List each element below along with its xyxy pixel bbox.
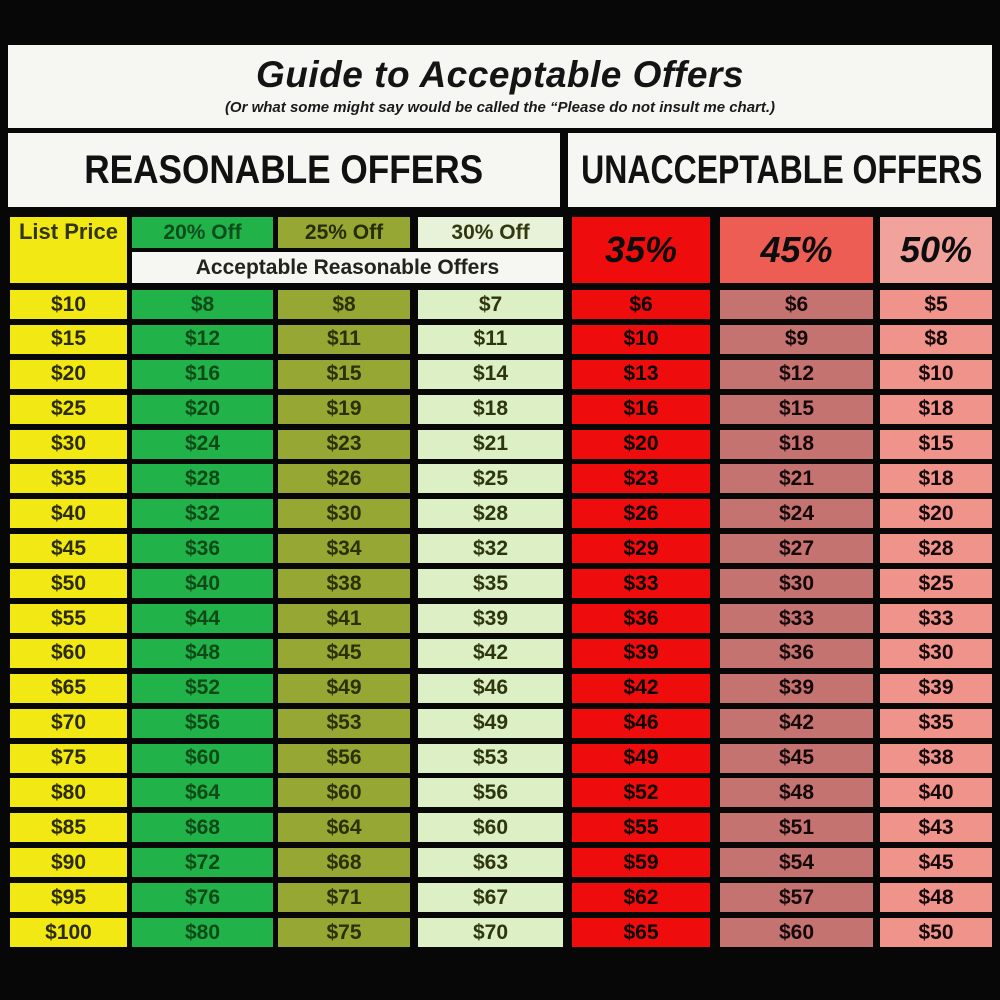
offer-25-off-cell: $15: [278, 360, 410, 389]
offer-35-pct-cell: $6: [572, 290, 710, 319]
column-header-45-pct: 45%: [720, 217, 873, 283]
offer-20-off-cell: $48: [132, 639, 273, 668]
offer-30-off-cell: $56: [418, 778, 563, 807]
offer-20-off-cell: $68: [132, 813, 273, 842]
offer-20-off-cell: $16: [132, 360, 273, 389]
table-row: [10, 290, 992, 319]
table-row: [10, 639, 992, 668]
table-row: [10, 813, 992, 842]
list-price-cell: $55: [10, 604, 127, 633]
offer-20-off-cell: $40: [132, 569, 273, 598]
offer-50-pct-cell: $18: [880, 464, 992, 493]
offer-25-off-cell: $23: [278, 430, 410, 459]
offer-50-pct-cell: $5: [880, 290, 992, 319]
offer-20-off-cell: $44: [132, 604, 273, 633]
offer-30-off-cell: $46: [418, 674, 563, 703]
offer-25-off-cell: $53: [278, 709, 410, 738]
offer-20-off-cell: $60: [132, 744, 273, 773]
table-row: [10, 883, 992, 912]
offer-45-pct-cell: $18: [720, 430, 873, 459]
table-row: [10, 604, 992, 633]
offer-30-off-cell: $7: [418, 290, 563, 319]
offer-45-pct-cell: $54: [720, 848, 873, 877]
table-row: [10, 918, 992, 947]
offer-20-off-cell: $76: [132, 883, 273, 912]
list-price-column-header: List Price: [10, 217, 127, 283]
table-row: [10, 534, 992, 563]
page-subtitle: (Or what some might say would be called the “Please do not insult me chart.): [224, 99, 776, 116]
table-row: [10, 569, 992, 598]
offer-25-off-cell: $38: [278, 569, 410, 598]
offer-30-off-cell: $60: [418, 813, 563, 842]
title-panel: [8, 45, 992, 128]
offer-25-off-cell: $34: [278, 534, 410, 563]
offer-45-pct-cell: $6: [720, 290, 873, 319]
list-price-cell: $35: [10, 464, 127, 493]
table-row: [10, 848, 992, 877]
offer-35-pct-cell: $33: [572, 569, 710, 598]
column-header-30-off: 30% Off: [418, 217, 563, 248]
list-price-cell: $65: [10, 674, 127, 703]
column-header-20-off: 20% Off: [132, 217, 273, 248]
offer-35-pct-cell: $55: [572, 813, 710, 842]
offer-20-off-cell: $8: [132, 290, 273, 319]
offer-50-pct-cell: $50: [880, 918, 992, 947]
offer-20-off-cell: $28: [132, 464, 273, 493]
offer-20-off-cell: $36: [132, 534, 273, 563]
offer-20-off-cell: $56: [132, 709, 273, 738]
offer-50-pct-cell: $35: [880, 709, 992, 738]
offer-30-off-cell: $21: [418, 430, 563, 459]
offer-30-off-cell: $49: [418, 709, 563, 738]
offer-50-pct-cell: $15: [880, 430, 992, 459]
offer-25-off-cell: $68: [278, 848, 410, 877]
offer-50-pct-cell: $39: [880, 674, 992, 703]
offer-35-pct-cell: $16: [572, 395, 710, 424]
offer-35-pct-cell: $36: [572, 604, 710, 633]
offer-25-off-cell: $71: [278, 883, 410, 912]
list-price-cell: $85: [10, 813, 127, 842]
offer-25-off-cell: $19: [278, 395, 410, 424]
offer-45-pct-cell: $51: [720, 813, 873, 842]
offer-45-pct-cell: $24: [720, 499, 873, 528]
offer-45-pct-cell: $21: [720, 464, 873, 493]
offer-45-pct-cell: $30: [720, 569, 873, 598]
list-price-cell: $30: [10, 430, 127, 459]
offer-35-pct-cell: $26: [572, 499, 710, 528]
offer-25-off-cell: $11: [278, 325, 410, 354]
list-price-cell: $90: [10, 848, 127, 877]
offer-45-pct-cell: $42: [720, 709, 873, 738]
offer-25-off-cell: $75: [278, 918, 410, 947]
reasonable-headers-row: [132, 217, 563, 248]
offer-20-off-cell: $52: [132, 674, 273, 703]
list-price-cell: $20: [10, 360, 127, 389]
offer-50-pct-cell: $45: [880, 848, 992, 877]
offer-50-pct-cell: $43: [880, 813, 992, 842]
offer-35-pct-cell: $42: [572, 674, 710, 703]
acceptable-reasonable-offers-band: Acceptable Reasonable Offers: [132, 252, 563, 283]
offer-20-off-cell: $12: [132, 325, 273, 354]
offer-45-pct-cell: $33: [720, 604, 873, 633]
reasonable-columns-group: [132, 217, 563, 283]
list-price-cell: $40: [10, 499, 127, 528]
list-price-cell: $50: [10, 569, 127, 598]
offer-45-pct-cell: $27: [720, 534, 873, 563]
offer-30-off-cell: $32: [418, 534, 563, 563]
offer-50-pct-cell: $40: [880, 778, 992, 807]
offer-45-pct-cell: $39: [720, 674, 873, 703]
offer-30-off-cell: $67: [418, 883, 563, 912]
offer-25-off-cell: $26: [278, 464, 410, 493]
offer-25-off-cell: $8: [278, 290, 410, 319]
offer-50-pct-cell: $48: [880, 883, 992, 912]
list-price-cell: $25: [10, 395, 127, 424]
offer-45-pct-cell: $9: [720, 325, 873, 354]
offer-50-pct-cell: $38: [880, 744, 992, 773]
column-header-35-pct: 35%: [572, 217, 710, 283]
list-price-cell: $75: [10, 744, 127, 773]
list-price-cell: $45: [10, 534, 127, 563]
column-header-25-off: 25% Off: [278, 217, 410, 248]
offer-35-pct-cell: $39: [572, 639, 710, 668]
offer-35-pct-cell: $20: [572, 430, 710, 459]
offer-45-pct-cell: $45: [720, 744, 873, 773]
offer-25-off-cell: $64: [278, 813, 410, 842]
offer-35-pct-cell: $29: [572, 534, 710, 563]
table-row: [10, 744, 992, 773]
list-price-cell: $95: [10, 883, 127, 912]
offer-45-pct-cell: $60: [720, 918, 873, 947]
offer-50-pct-cell: $20: [880, 499, 992, 528]
offer-50-pct-cell: $10: [880, 360, 992, 389]
section-unacceptable-offers: [568, 133, 996, 207]
offer-20-off-cell: $20: [132, 395, 273, 424]
offer-30-off-cell: $70: [418, 918, 563, 947]
reasonable-offers-label: REASONABLE OFFERS: [84, 147, 484, 192]
offer-50-pct-cell: $8: [880, 325, 992, 354]
offer-25-off-cell: $45: [278, 639, 410, 668]
offer-30-off-cell: $35: [418, 569, 563, 598]
offer-45-pct-cell: $12: [720, 360, 873, 389]
list-price-cell: $15: [10, 325, 127, 354]
offer-45-pct-cell: $57: [720, 883, 873, 912]
offers-table-body: [10, 290, 992, 953]
offer-30-off-cell: $11: [418, 325, 563, 354]
offer-25-off-cell: $30: [278, 499, 410, 528]
offer-35-pct-cell: $10: [572, 325, 710, 354]
offer-35-pct-cell: $52: [572, 778, 710, 807]
offer-30-off-cell: $14: [418, 360, 563, 389]
list-price-cell: $10: [10, 290, 127, 319]
offer-30-off-cell: $25: [418, 464, 563, 493]
list-price-cell: $100: [10, 918, 127, 947]
offer-20-off-cell: $24: [132, 430, 273, 459]
table-header: [10, 217, 992, 283]
table-row: [10, 778, 992, 807]
table-row: [10, 709, 992, 738]
offer-35-pct-cell: $46: [572, 709, 710, 738]
table-row: [10, 464, 992, 493]
offer-30-off-cell: $42: [418, 639, 563, 668]
table-row: [10, 430, 992, 459]
table-row: [10, 360, 992, 389]
offer-50-pct-cell: $30: [880, 639, 992, 668]
offer-45-pct-cell: $48: [720, 778, 873, 807]
offer-50-pct-cell: $33: [880, 604, 992, 633]
table-row: [10, 499, 992, 528]
section-reasonable-offers: [8, 133, 560, 207]
offer-30-off-cell: $39: [418, 604, 563, 633]
offer-30-off-cell: $53: [418, 744, 563, 773]
offer-35-pct-cell: $49: [572, 744, 710, 773]
offer-35-pct-cell: $62: [572, 883, 710, 912]
offer-35-pct-cell: $59: [572, 848, 710, 877]
offer-50-pct-cell: $25: [880, 569, 992, 598]
unacceptable-offers-label: UNACCEPTABLE OFFERS: [581, 147, 983, 192]
list-price-cell: $70: [10, 709, 127, 738]
offer-35-pct-cell: $13: [572, 360, 710, 389]
offer-45-pct-cell: $36: [720, 639, 873, 668]
offer-20-off-cell: $32: [132, 499, 273, 528]
page-title: Guide to Acceptable Offers: [256, 54, 744, 95]
offer-25-off-cell: $49: [278, 674, 410, 703]
column-header-50-pct: 50%: [880, 217, 992, 283]
table-row: [10, 325, 992, 354]
offer-45-pct-cell: $15: [720, 395, 873, 424]
offer-20-off-cell: $80: [132, 918, 273, 947]
offer-20-off-cell: $64: [132, 778, 273, 807]
list-price-cell: $60: [10, 639, 127, 668]
offer-25-off-cell: $56: [278, 744, 410, 773]
offer-50-pct-cell: $28: [880, 534, 992, 563]
table-row: [10, 395, 992, 424]
offer-35-pct-cell: $65: [572, 918, 710, 947]
offer-50-pct-cell: $18: [880, 395, 992, 424]
offer-30-off-cell: $63: [418, 848, 563, 877]
offer-25-off-cell: $41: [278, 604, 410, 633]
offer-25-off-cell: $60: [278, 778, 410, 807]
offer-30-off-cell: $18: [418, 395, 563, 424]
offer-35-pct-cell: $23: [572, 464, 710, 493]
offer-20-off-cell: $72: [132, 848, 273, 877]
list-price-cell: $80: [10, 778, 127, 807]
table-row: [10, 674, 992, 703]
offer-30-off-cell: $28: [418, 499, 563, 528]
